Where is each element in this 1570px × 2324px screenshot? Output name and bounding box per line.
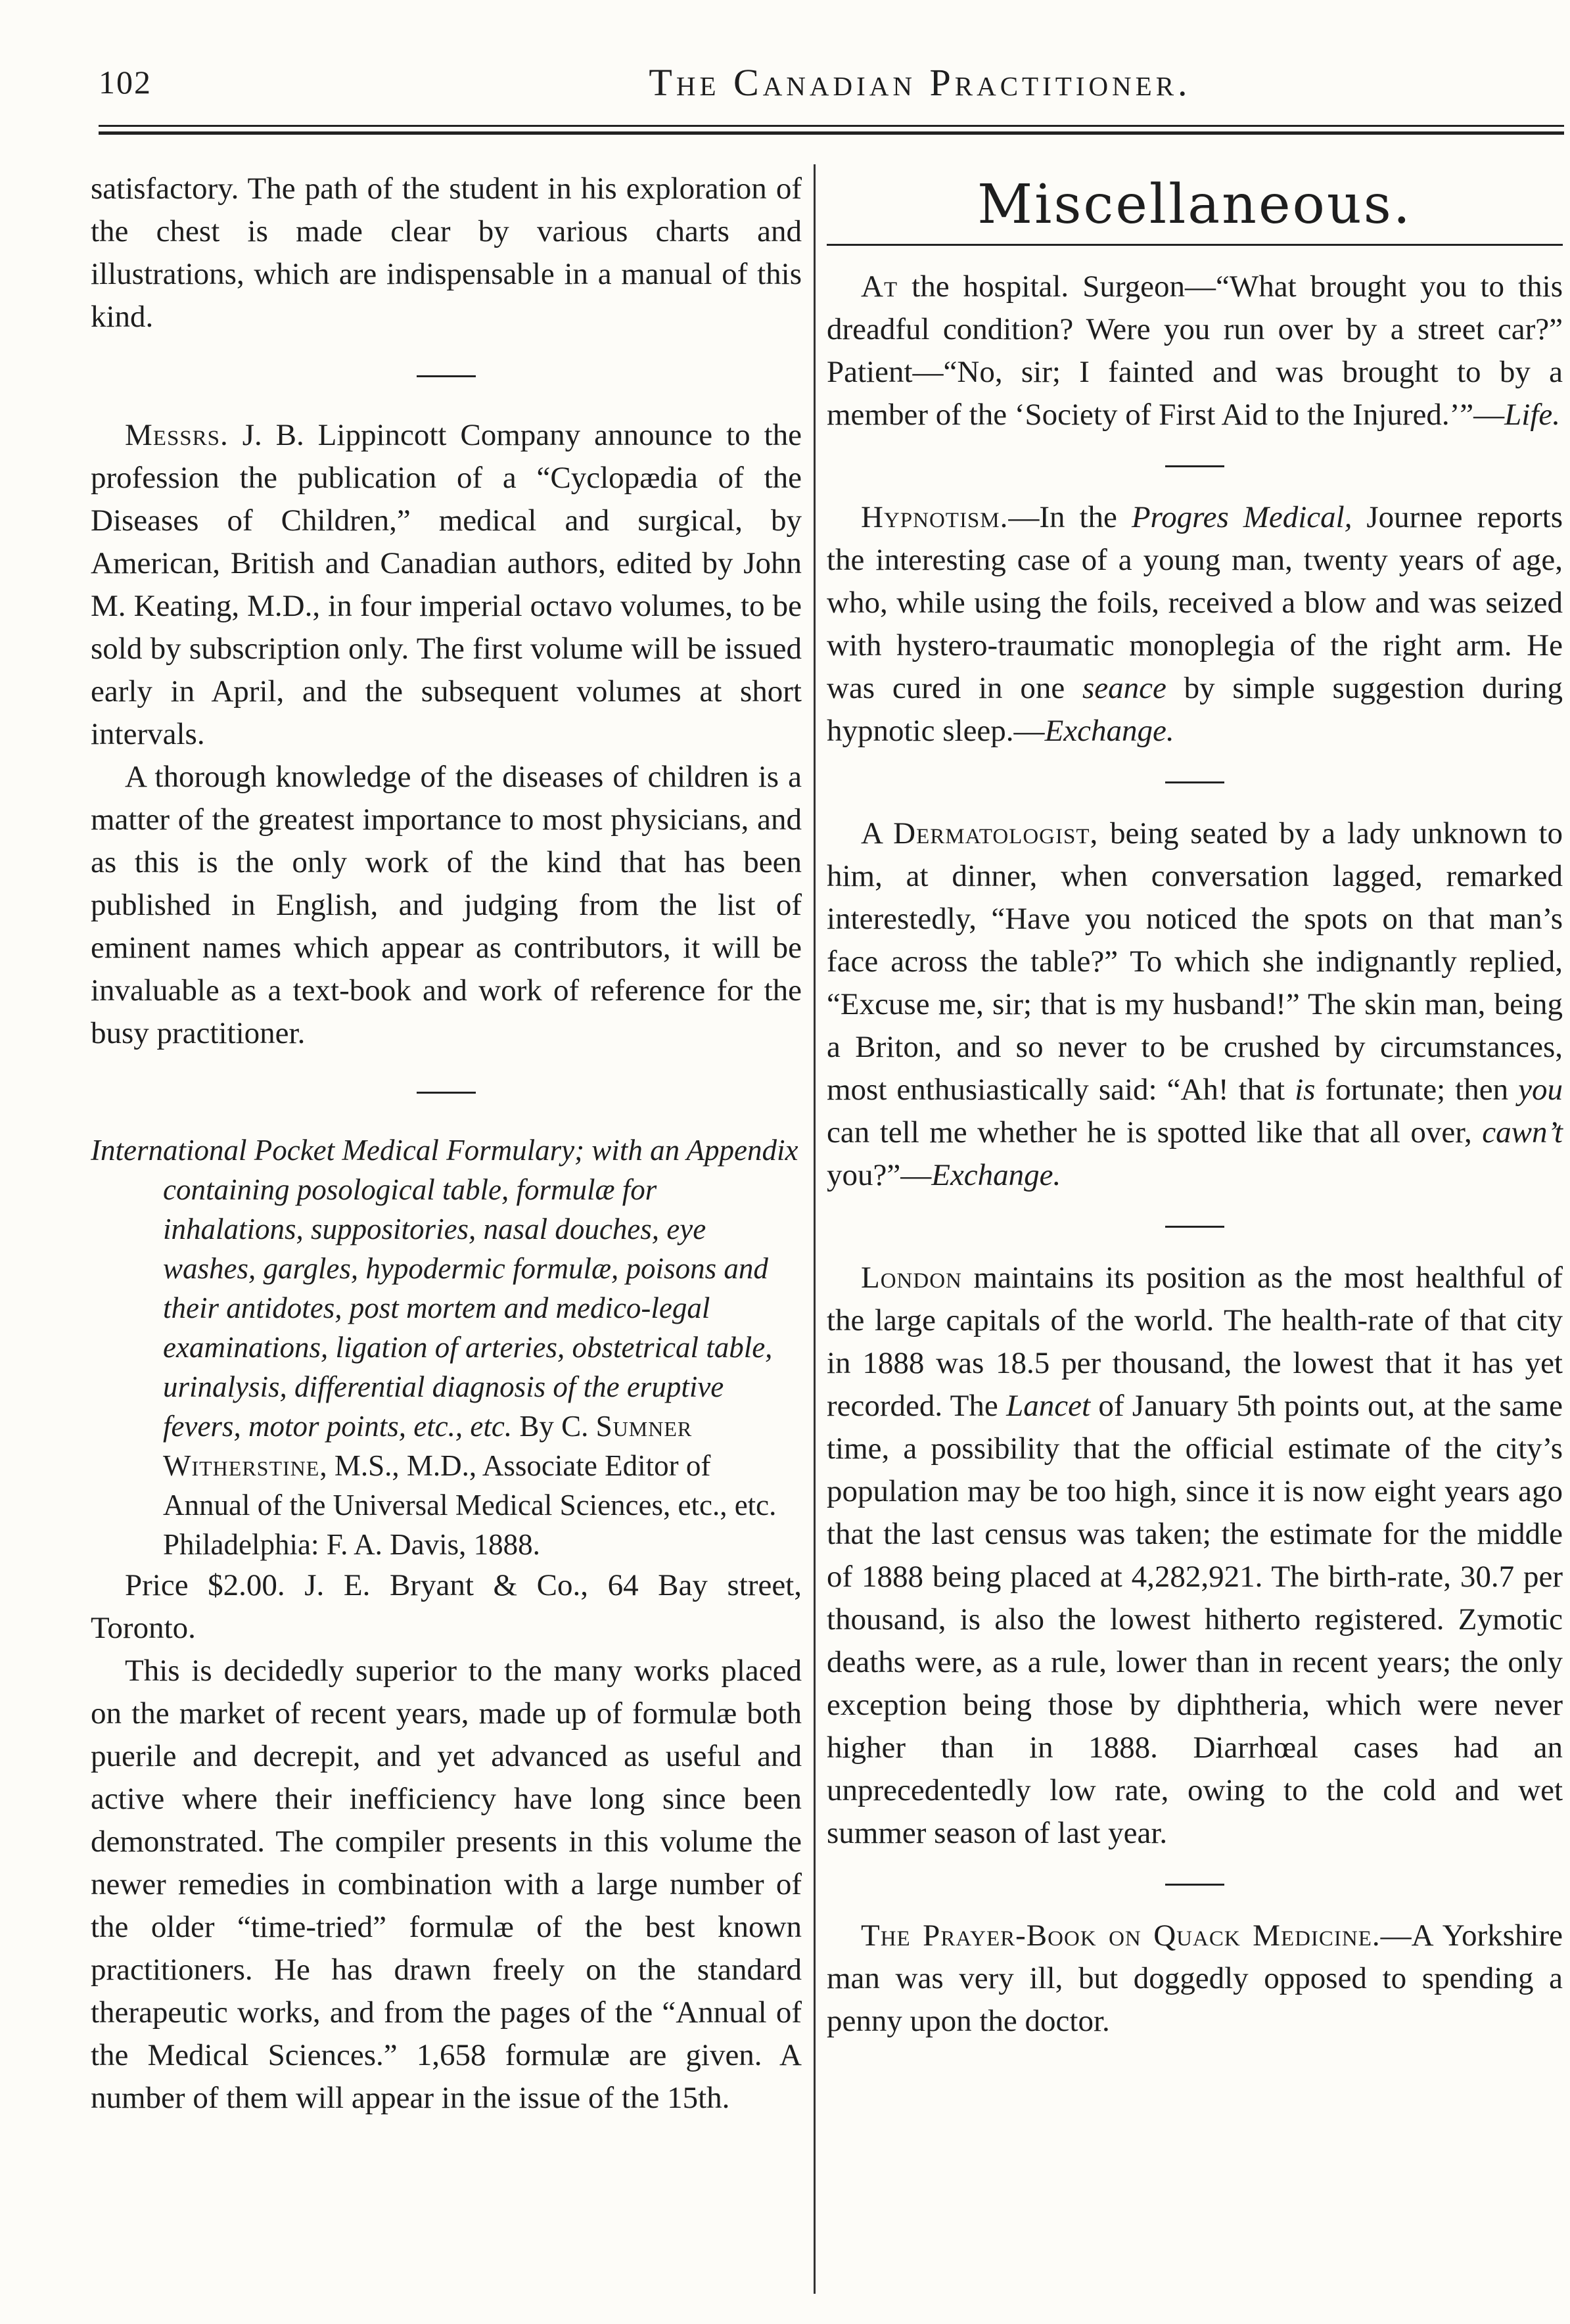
item-hospital <box>827 266 1563 436</box>
item-body: you?”— <box>827 1158 932 1192</box>
item-emphasis: cawn’t <box>1482 1115 1563 1150</box>
item-emphasis: is <box>1295 1073 1316 1107</box>
journal-name: Lancet <box>1006 1389 1091 1423</box>
book-author: Sumner Witherstine <box>163 1410 693 1482</box>
item-lead: London <box>861 1261 962 1295</box>
item-body: —A Yorkshire man was very ill, but doggedly opposed to spending a penny upon the doctor. <box>827 1918 1563 2038</box>
book-review: This is decidedly superior to the many works placed on the market of recent years, made up of formulæ both puerile and decrepit, and yet advanced as useful and active where their inefficiency have long since been demonstrated. The compiler presents in this volume the newer remedies in combination with a large number of the older “time-tried” formulæ of the best known practitioners. He has drawn freely on the standard therapeutic works, and from the pages of the “Annual of the Medical Sciences.” 1,658 formulæ are given. A number of them will appear in the issue of the 15th. <box>91 1654 802 2115</box>
item-lead: Dermatologist, <box>893 816 1099 850</box>
book-by: By C. <box>512 1410 596 1443</box>
item-lead: Hypnotism. <box>861 500 1009 534</box>
section-heading: Miscellaneous. <box>977 174 1412 236</box>
item-lead: The Prayer-Book on Quack Medicine. <box>861 1918 1381 1953</box>
item-lead: At <box>861 269 898 304</box>
header-rule-thin <box>99 125 1564 127</box>
item-body: —In the <box>1008 500 1132 534</box>
book-title: International Pocket Medical Formulary; with an Appendix containing posological table, formulæ for inhalations, suppositories, nasal douches, eye washes, gargles, hypodermic formulæ, poisons and their antidotes, post mortem and medico-legal examinations, ligation of arteries, obstetrical table, urinalysis, differential diagnosis of the eruptive fevers, motor points, etc., etc. <box>91 1134 798 1443</box>
journal-name: Progres Medical, <box>1131 500 1352 534</box>
review-continuation: satisfactory. The path of the student in his exploration of the chest is made clear by various charts and illustrations, which are indispensable in a manual of this kind. <box>91 172 802 334</box>
book-price: Price $2.00. J. E. Bryant & Co., 64 Bay street, Toronto. <box>91 1568 802 1645</box>
item-body: can tell me whether he is spotted like that all over, <box>827 1115 1483 1150</box>
item-body: the hospital. Surgeon—“What brought you to this dreadful condition? Were you run over by a street car?” Patient—“No, sir; I fainted and was brought to by a member of the ‘Society of First Aid to the Injured.’”— <box>827 269 1563 432</box>
book-citation <box>91 1130 802 1564</box>
notice-lead: Messrs. <box>125 418 229 452</box>
item-emphasis: you <box>1518 1073 1563 1107</box>
item-source: Life. <box>1504 398 1561 432</box>
item-body: fortunate; then <box>1315 1073 1519 1107</box>
item-emphasis: seance <box>1082 671 1166 705</box>
book-publisher: , M.S., M.D., Associate Editor of Annual of the Universal Medical Sciences, etc., etc. Philadelphia: F. A. Davis, 1888. <box>163 1449 777 1561</box>
page-number: 102 <box>99 64 152 101</box>
item-body: of January 5th points out, at the same time, a possibility that the official estimate of the city’s population may be too high, since it is now eight years ago that the last census was taken; the estimate for the middle of 1888 being placed at 4,282,921. The birth-rate, 30.7 per thousand, is also the lowest hitherto registered. Zymotic deaths were, as a rule, lower than in recent years; the only exception being those by diphtheria, which were never higher than in 1888. Diarrhœal cases had an unprecedentedly low rate, owing to the cold and wet summer season of last year. <box>827 1389 1563 1850</box>
item-london <box>827 1257 1563 1855</box>
item-article: A <box>861 816 894 850</box>
left-column <box>91 168 802 2120</box>
item-source: Exchange. <box>931 1158 1061 1192</box>
item-body: by simple suggestion during hypnotic sleep.— <box>827 671 1563 748</box>
lippincott-comment: A thorough knowledge of the diseases of children is a matter of the greatest importance to most physicians, and as this is the only work of the kind that has been published in English, and judging from the list of eminent names which appear as contributors, it will be invaluable as a text-book and work of reference for the busy practitioner. <box>91 760 802 1050</box>
running-head: The Canadian Practitioner. <box>649 61 1191 104</box>
item-dermatologist <box>827 812 1563 1197</box>
item-source: Exchange. <box>1044 714 1174 748</box>
column-divider <box>814 164 816 2294</box>
item-prayer-book <box>827 1915 1563 2043</box>
item-body: maintains its position as the most healthful of the large capitals of the world. The health-rate of that city in 1888 was 18.5 per thousand, the lowest that it has yet recorded. The <box>827 1261 1563 1423</box>
heading-rule <box>827 244 1563 246</box>
right-column <box>827 168 1563 2043</box>
item-body: being seated by a lady unknown to him, at dinner, when conversation lagged, remarked interestedly, “Have you noticed the spots on that man’s face across the table?” To which she indignantly replied, “Excuse me, sir; that is my husband!” The skin man, being a Briton, and so never to be crushed by circumstances, most enthusiastically said: “Ah! that <box>827 816 1563 1107</box>
item-body: Journee reports the interesting case of a young man, twenty years of age, who, while using the foils, received a blow and was seized with hystero-traumatic monoplegia of the right arm. He was cured in one <box>827 500 1563 705</box>
lippincott-notice <box>91 414 802 756</box>
item-hypnotism <box>827 496 1563 753</box>
header-rule-thick <box>99 131 1564 135</box>
notice-body: J. B. Lippincott Company announce to the profession the publication of a “Cyclopædia of the Diseases of Children,” medical and surgical, by American, British and Canadian authors, edited by John M. Keating, M.D., in four imperial octavo volumes, to be sold by subscription only. The first volume will be issued early in April, and the subsequent volumes at short intervals. <box>91 418 802 751</box>
